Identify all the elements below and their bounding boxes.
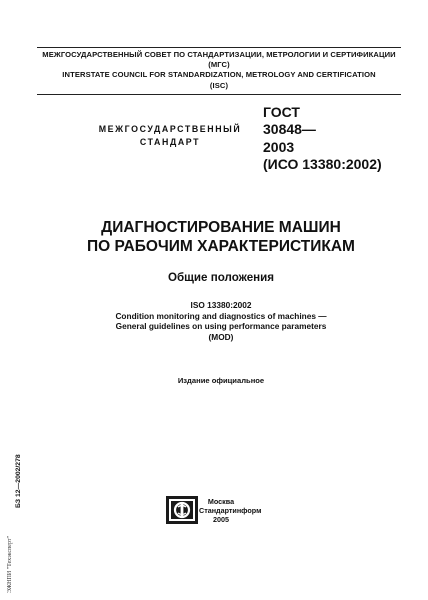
side-registration-text: БЗ 12—2002/278 (15, 454, 22, 508)
iso-number: ISO 13380:2002 (190, 300, 252, 310)
standard-year: 2003 (263, 138, 295, 155)
standard-designation (263, 104, 382, 173)
side-registration-code (12, 438, 26, 508)
council-abbr-ru: (МГС) (208, 60, 230, 70)
standard-iso-reference: (ИСО 13380:2002) (263, 155, 382, 172)
document-subtitle: Общие положения (167, 271, 275, 284)
title-line1: ДИАГНОСТИРОВАНИЕ МАШИН (101, 219, 341, 236)
international-equivalent (40, 300, 402, 342)
publication-year: 2005 (213, 515, 229, 524)
side-watermark (5, 525, 17, 593)
iso-title-line2: General guidelines on using performance parameters (115, 321, 327, 332)
standard-prefix: ГОСТ (263, 104, 300, 120)
iso-title-line1: Condition monitoring and diagnostics of machines — (115, 310, 327, 321)
council-name-ru: МЕЖГОСУДАРСТВЕННЫЙ СОВЕТ ПО СТАНДАРТИЗАЦИИ, МЕТРОЛОГИИ И СЕРТИФИКАЦИИ (42, 50, 396, 59)
council-name-en: INTERSTATE COUNCIL FOR STANDARDIZATION, METROLOGY AND CERTIFICATION (62, 70, 376, 80)
council-header (37, 47, 401, 95)
publisher-block (199, 497, 262, 524)
edition-label: Издание официальное (177, 376, 265, 385)
standard-number: 30848— (263, 121, 316, 138)
title-line2: ПО РАБОЧИМ ХАРАКТЕРИСТИКАМ (87, 238, 355, 255)
publisher-city: Москва (207, 497, 235, 506)
standard-kind (95, 123, 245, 148)
modification-degree: (MOD) (208, 331, 234, 342)
council-abbr-en: (ISC) (209, 80, 229, 90)
side-watermark-text: ЭЖНПИ "Техэксперт" (7, 536, 13, 593)
standartinform-logo-icon (165, 495, 199, 525)
standard-kind-line2: СТАНДАРТ (139, 136, 201, 147)
standard-kind-line1: МЕЖГОСУДАРСТВЕННЫЙ (98, 124, 242, 134)
document-title (40, 218, 402, 256)
publisher-name: Стандартинформ (199, 506, 262, 515)
